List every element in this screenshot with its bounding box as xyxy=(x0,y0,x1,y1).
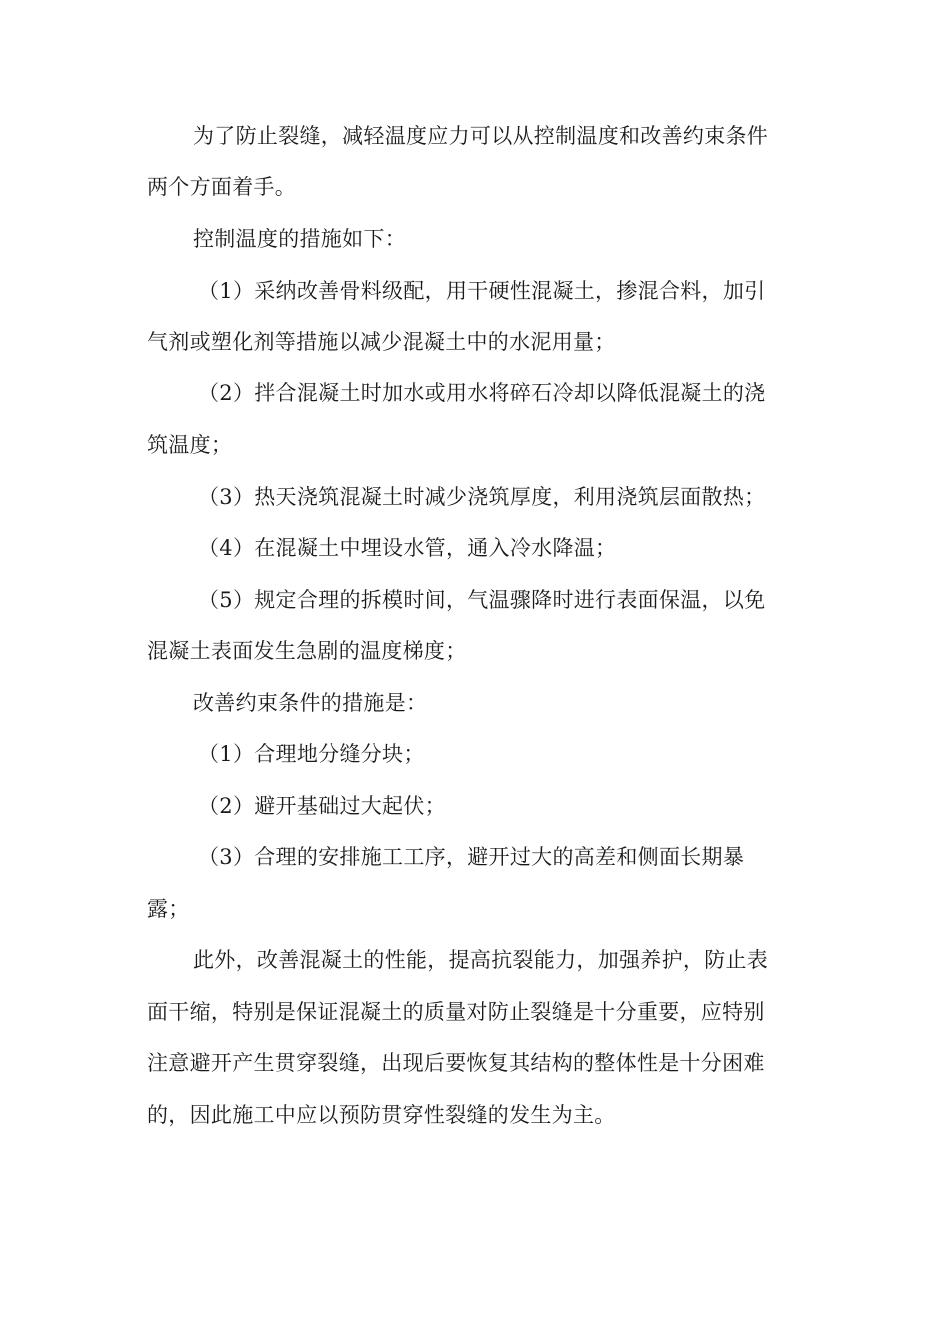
paragraph-intro-line-2: 两个方面着手。 xyxy=(147,175,297,199)
temperature-measure-2-line-1: （2）拌合混凝土时加水或用水将碎石冷却以降低混凝土的浇 xyxy=(198,381,766,405)
constraint-measure-3-line-2: 露； xyxy=(147,897,190,921)
heading-temperature-control: 控制温度的措施如下： xyxy=(193,227,406,251)
temperature-measure-1-line-1: （1）采纳改善骨料级配，用干硬性混凝土，掺混合料，加引 xyxy=(198,279,766,303)
temperature-measure-5-line-1: （5）规定合理的拆模时间，气温骤降时进行表面保温，以免 xyxy=(198,588,766,612)
temperature-measure-2-line-2: 筑温度； xyxy=(147,433,233,457)
heading-constraint-improvement: 改善约束条件的措施是： xyxy=(193,691,428,715)
paragraph-conclusion-line-2: 面干缩，特别是保证混凝土的质量对防止裂缝是十分重要，应特别 xyxy=(147,1000,765,1024)
paragraph-conclusion-line-3: 注意避开产生贯穿裂缝，出现后要恢复其结构的整体性是十分困难 xyxy=(147,1051,765,1075)
paragraph-conclusion-line-4: 的，因此施工中应以预防贯穿性裂缝的发生为主。 xyxy=(147,1103,616,1127)
paragraph-conclusion-line-1: 此外，改善混凝土的性能，提高抗裂能力，加强养护，防止表 xyxy=(193,948,769,972)
temperature-measure-4: （4）在混凝土中埋设水管，通入冷水降温； xyxy=(198,536,617,560)
constraint-measure-3-line-1: （3）合理的安排施工工序，避开过大的高差和侧面长期暴 xyxy=(198,845,745,869)
temperature-measure-1-line-2: 气剂或塑化剂等措施以减少混凝土中的水泥用量； xyxy=(147,330,616,354)
temperature-measure-5-line-2: 混凝土表面发生急剧的温度梯度； xyxy=(147,639,467,663)
paragraph-intro-line-1: 为了防止裂缝，减轻温度应力可以从控制温度和改善约束条件 xyxy=(193,124,769,148)
constraint-measure-2: （2）避开基础过大起伏； xyxy=(198,794,446,818)
temperature-measure-3: （3）热天浇筑混凝土时减少浇筑厚度，利用浇筑层面散热； xyxy=(198,485,766,509)
constraint-measure-1: （1）合理地分缝分块； xyxy=(198,742,425,766)
